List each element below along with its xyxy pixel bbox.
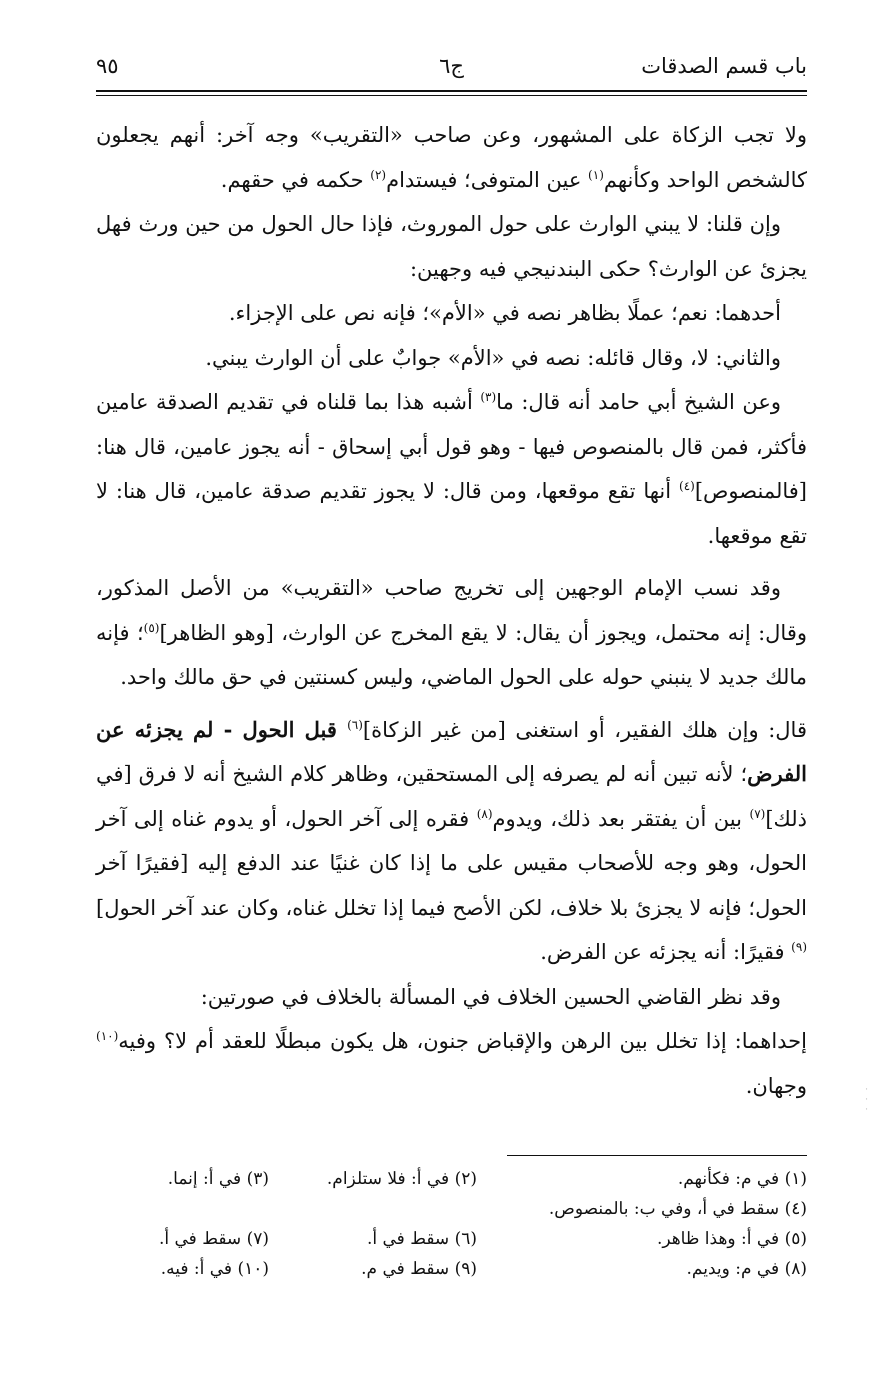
footnote-row (96, 1224, 807, 1254)
footnote-item: (١٠) في أ: فيه. (160, 1259, 269, 1279)
main-text (96, 113, 807, 1108)
text-run: عين المتوفى؛ فيستدام (386, 167, 589, 192)
text-run: إحداهما: إذا تخلل بين الرهن والإقباض جنون، هل يكون مبطلًا للعقد أم لا؟ وفيه (118, 1029, 807, 1053)
bold-text: قبل الحول - لم يجزئه عن الفرض (96, 716, 807, 786)
text-run: وقد نظر القاضي الحسين الخلاف في المسألة بالخلاف في صورتين: (200, 984, 781, 1009)
footnote-item: (٢) في أ: فلا ستلزام. (326, 1169, 477, 1189)
scan-speck: · · · (865, 1085, 868, 1115)
footnote-item: (٤) سقط في أ، وفي ب: بالمنصوص. (548, 1199, 807, 1219)
paragraph-p8 (96, 975, 807, 1020)
footnote-ref: (٢) (370, 167, 387, 182)
text-run: حكمه في حقهم. (220, 167, 371, 192)
paragraph-p4 (96, 336, 807, 381)
text-run: وجهان. (745, 1073, 807, 1098)
footnote-item: (٦) سقط في أ. (366, 1229, 477, 1249)
text-run: وقد نسب الإمام الوجهين إلى تخريج صاحب «التقريب» من الأصل المذكور، وقال: إنه محتمل، ويجوز أن يقال: لا يقع المخرج عن الوارث، [وهو الظاهر] (96, 576, 807, 645)
footnote-ref: (٦) (347, 717, 363, 732)
text-run: والثاني: لا، وقال قائله: نصه في «الأم» جوابٌ على أن الوارث يبني. (205, 345, 781, 370)
footnote-ref: (٥) (143, 620, 160, 635)
text-run: فقيرًا: أنه يجزئه عن الفرض. (540, 940, 792, 964)
text-run: بين أن يفتقر بعد ذلك، ويدوم (492, 806, 750, 831)
footnote-item: (٣) في أ: إنما. (167, 1169, 269, 1189)
paragraph-p9 (96, 1019, 807, 1108)
text-run: فقره إلى آخر الحول، أو يدوم غناه إلى آخر الحول، وهو وجه للأصحاب مقيس على ما إذا كان غنيًا عند الدفع إليه [فقيرًا آخر الحول؛ فإنه لا يجزئ بلا خلاف، لكن الأصح فيما إذا تخلل غناه، وكان عند آخر الحول] (96, 806, 807, 920)
paragraph-p3 (96, 291, 807, 336)
text-run: ؛ فإنه مالك جديد لا ينبني حوله على الحول الماضي، وليس كسنتين في حق مالك واحد. (96, 620, 807, 689)
footnote-item: (٨) في م: ويديم. (686, 1259, 807, 1279)
paragraph-p6 (96, 566, 807, 700)
page-number: ٩٥ (96, 54, 119, 78)
paragraph-p7 (96, 708, 807, 975)
footnote-ref: (٩) (791, 940, 807, 954)
paragraph-p1 (96, 113, 807, 202)
footnote-ref: (٣) (480, 390, 497, 404)
text-run: وعن الشيخ أبي حامد أنه قال: ما (496, 390, 781, 414)
footnote-ref: (٧) (749, 806, 766, 821)
text-run: ؛ لأنه تبين أنه لم يصرفه إلى المستحقين، وظاهر كلام الشيخ أنه لا فرق [في ذلك] (96, 762, 807, 831)
footnotes (96, 1164, 807, 1284)
volume-label: ج٦ (439, 54, 464, 78)
text-run: أنها تقع موقعها، ومن قال: لا يجوز تقديم صدقة عامين، قال هنا: لا تقع موقعها. (96, 479, 807, 548)
footnote-item: (٥) في أ: وهذا ظاهر. (656, 1229, 807, 1249)
paragraph-p5 (96, 380, 807, 558)
footnote-item: (٩) سقط في م. (361, 1259, 477, 1279)
text-run: أحدهما: نعم؛ عملًا بظاهر نصه في «الأم»؛ فإنه نص على الإجزاء. (228, 301, 781, 325)
header-rule-thick (96, 90, 807, 92)
running-header (96, 52, 807, 86)
header-rule-thin (96, 95, 807, 96)
footnote-item: (٧) سقط في أ. (158, 1229, 269, 1249)
footnote-row (96, 1164, 807, 1194)
footnote-separator (507, 1155, 807, 1156)
paragraph-p2 (96, 202, 807, 291)
footnote-row (96, 1194, 807, 1224)
text-run: وإن قلنا: لا يبني الوارث على حول الموروث، فإذا حال الحول من حين ورث فهل يجزئ عن الوارث؟ حكى البندنيجي فيه وجهين: (96, 212, 807, 281)
chapter-title: باب قسم الصدقات (641, 54, 807, 78)
footnote-row (96, 1254, 807, 1284)
text-run: أشبه هذا بما قلناه في تقديم الصدقة عامين فأكثر، فمن قال بالمنصوص فيها - وهو قول أبي إسحاق - أنه يجوز عامين، قال هنا: [فالمنصوص] (96, 390, 807, 503)
footnote-ref: (٤) (679, 479, 695, 493)
text-run: قال: وإن هلك الفقير، أو استغنى [من غير الزكاة] (362, 717, 807, 742)
footnote-item: (١) في م: فكأنهم. (677, 1169, 807, 1189)
text-run: ولا تجب الزكاة على المشهور، وعن صاحب «التقريب» وجه آخر: أنهم يجعلون كالشخص الواحد وكأنهم (96, 123, 807, 192)
footnote-ref: (١٠) (96, 1029, 119, 1043)
footnote-ref: (١) (588, 167, 604, 182)
footnote-ref: (٨) (476, 806, 493, 821)
